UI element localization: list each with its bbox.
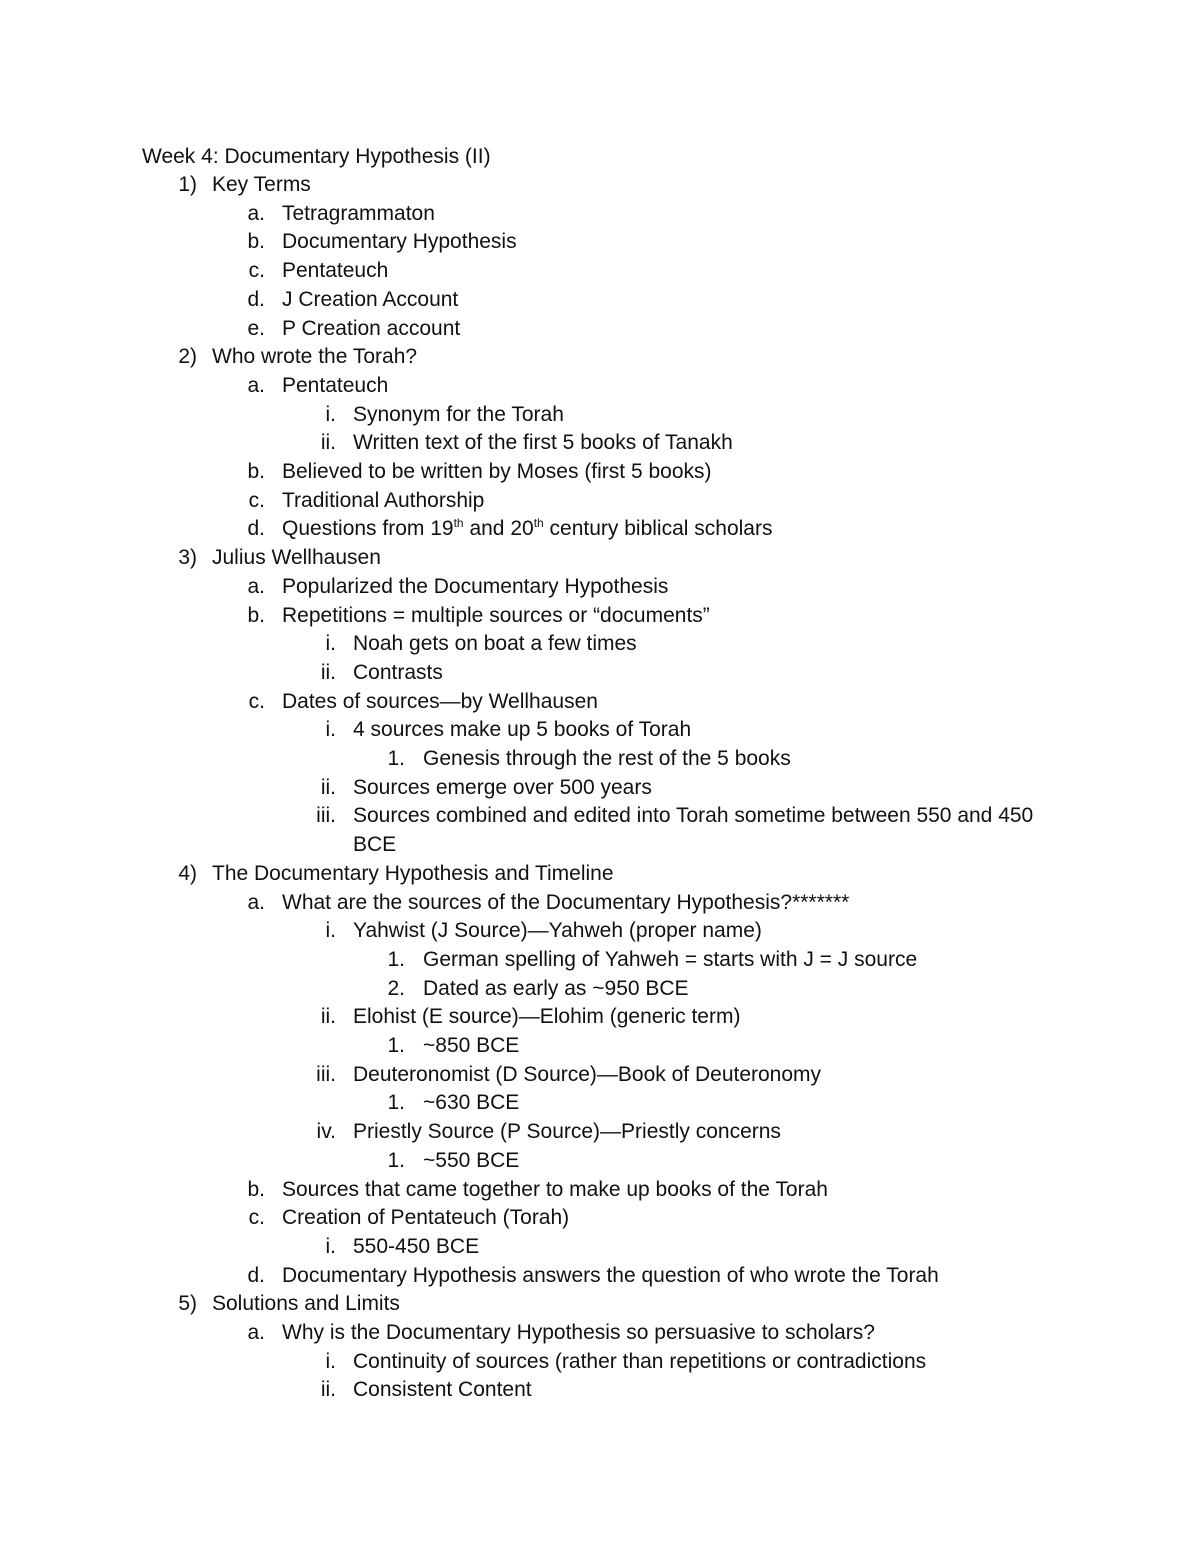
list-item-text: Sources that came together to make up books of the Torah [282,1177,828,1201]
list-marker: b. [247,1177,265,1201]
list-marker: ii. [320,1378,336,1402]
list-marker: 1. [387,1034,405,1057]
list-marker: i. [325,919,336,943]
list-item-text: 550-450 BCE [353,1234,480,1258]
list-item-text: Documentary Hypothesis [282,230,517,254]
list-marker: i. [325,1349,336,1373]
list-item-text: Dated as early as ~950 BCE [423,976,689,1000]
list-marker: 5) [178,1292,197,1316]
list-marker: 1. [387,947,405,971]
list-marker: 1. [387,1091,405,1115]
list-item-text: Tetragrammaton [282,201,435,225]
list-item-text: Pentateuch [282,259,389,283]
list-marker: c. [248,689,265,713]
list-marker: a. [247,201,265,225]
list-item-text: P Creation account [282,316,461,340]
list-item-text: Priestly Source (P Source)—Priestly concerns [353,1120,781,1144]
list-marker: c. [248,259,265,283]
list-marker: 3) [178,546,197,570]
text-run: century biblical scholars [543,517,773,541]
list-item-text: Creation of Pentateuch (Torah) [282,1206,570,1230]
list-marker: 1. [387,747,405,770]
list-item-text: Yahwist (J Source)—Yahweh (proper name) [353,919,762,943]
list-item-text: Repetitions = multiple sources or “documents” [282,603,710,627]
list-marker: b. [247,230,265,254]
list-item-text: BCE [353,833,397,857]
list-marker: i. [325,1234,336,1258]
list-item-text: Why is the Documentary Hypothesis so persuasive to scholars? [282,1321,875,1344]
list-item-text: Dates of sources—by Wellhausen [282,689,598,713]
list-item-text: ~630 BCE [423,1091,520,1115]
list-item-text: Popularized the Documentary Hypothesis [282,574,669,598]
list-item-text: Pentateuch [282,373,389,397]
page-title: Week 4: Documentary Hypothesis (II) [142,145,491,168]
list-marker: e. [247,316,265,340]
list-item-text: Consistent Content [353,1378,532,1402]
list-marker: ii. [320,431,336,455]
list-marker: ii. [320,1005,336,1029]
list-marker: i. [325,402,336,426]
list-item-text: Noah gets on boat a few times [353,632,637,656]
list-item-text: Who wrote the Torah? [212,345,418,369]
list-marker: iii. [316,804,336,828]
list-item-text: What are the sources of the Documentary Hypothesis?******* [282,890,850,914]
list-item-text: Continuity of sources (rather than repetitions or contradictions [353,1349,927,1373]
list-item-text: Sources emerge over 500 years [353,775,652,799]
list-item-text: Key Terms [212,173,311,196]
superscript: th [533,516,544,531]
list-marker: iv. [316,1120,336,1144]
list-item-text: Written text of the first 5 books of Tanakh [353,431,733,455]
list-marker: a. [247,373,265,397]
list-marker: 2) [178,345,197,369]
list-item-text: Deuteronomist (D Source)—Book of Deuteronomy [353,1062,822,1086]
list-item-text: ~850 BCE [423,1034,520,1057]
list-marker: d. [247,517,265,541]
list-marker: b. [247,460,265,483]
list-marker: 1) [178,173,197,196]
list-marker: b. [247,603,265,627]
list-item-text: Genesis through the rest of the 5 books [423,747,791,770]
list-item-text: Julius Wellhausen [212,546,381,570]
list-item-text: Documentary Hypothesis answers the question of who wrote the Torah [282,1263,939,1287]
list-marker: iii. [316,1062,336,1086]
list-item-text [282,515,772,543]
list-marker: a. [247,574,265,598]
list-marker: a. [247,1321,265,1344]
list-item-text: The Documentary Hypothesis and Timeline [212,861,614,885]
list-item-text: J Creation Account [282,287,459,311]
list-item-text: Traditional Authorship [282,488,485,512]
list-marker: c. [248,488,265,512]
list-item-text: 4 sources make up 5 books of Torah [353,718,692,742]
list-item-text: Solutions and Limits [212,1292,400,1316]
list-marker: a. [247,890,265,914]
list-marker: c. [248,1206,265,1230]
text-run: Questions from 19 [282,517,454,541]
list-marker: ii. [320,660,336,684]
list-marker: 1. [387,1148,405,1172]
list-marker: i. [325,718,336,742]
list-item-text: Believed to be written by Moses (first 5 books) [282,460,712,483]
list-marker: d. [247,1263,265,1287]
list-item-text: ~550 BCE [423,1148,520,1172]
list-item-text: Sources combined and edited into Torah sometime between 550 and 450 [353,804,1034,828]
list-marker: 4) [178,861,197,885]
list-item-text: German spelling of Yahweh = starts with J = J source [423,947,918,971]
list-item-text: Synonym for the Torah [353,402,564,426]
list-marker: i. [325,632,336,656]
list-marker: d. [247,287,265,311]
list-item-text: Elohist (E source)—Elohim (generic term) [353,1005,741,1029]
text-run: and 20 [463,517,534,541]
list-marker: ii. [320,775,336,799]
list-marker: 2. [387,976,405,1000]
list-item-text: Contrasts [353,660,443,684]
superscript: th [453,516,464,531]
